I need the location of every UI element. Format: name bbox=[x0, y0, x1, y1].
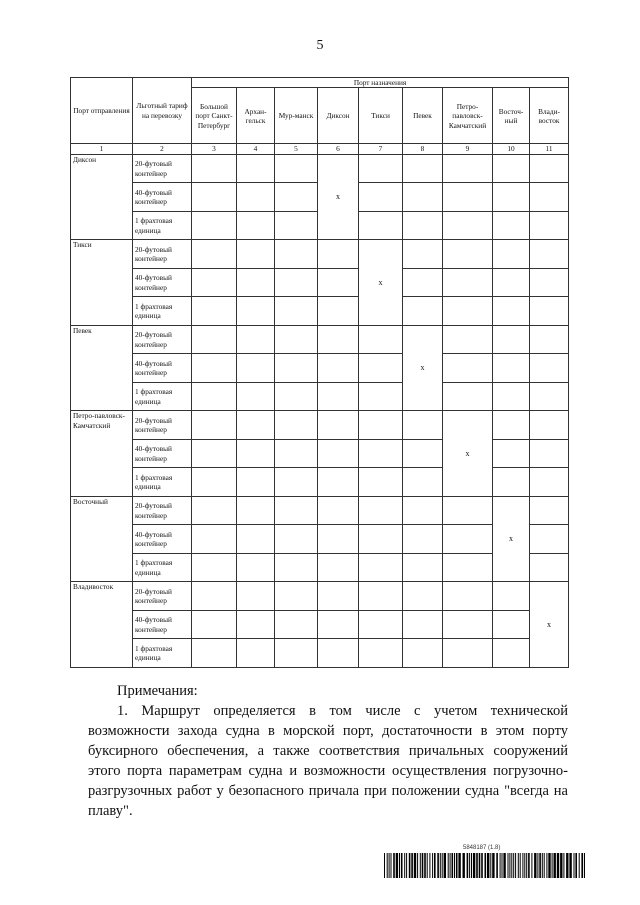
barcode-bar bbox=[566, 853, 568, 878]
empty-value-cell bbox=[530, 268, 569, 297]
barcode-bar bbox=[422, 853, 424, 878]
tariff-type-cell: 20-футовый контейнер bbox=[133, 240, 192, 269]
empty-value-cell bbox=[443, 382, 493, 411]
barcode-bar bbox=[420, 853, 421, 878]
empty-value-cell bbox=[318, 439, 359, 468]
barcode-bar bbox=[492, 853, 494, 878]
empty-value-cell bbox=[237, 183, 275, 212]
header-destination: Диксон bbox=[318, 88, 359, 144]
empty-value-cell bbox=[237, 553, 275, 582]
table-row bbox=[71, 610, 569, 639]
empty-value-cell bbox=[443, 496, 493, 525]
empty-value-cell bbox=[443, 582, 493, 611]
empty-value-cell bbox=[359, 325, 403, 354]
table-row bbox=[71, 240, 569, 269]
barcode-bar bbox=[432, 853, 433, 878]
tariff-type-cell: 1 фрахтовая единица bbox=[133, 382, 192, 411]
empty-value-cell bbox=[530, 325, 569, 354]
table-row bbox=[71, 582, 569, 611]
empty-value-cell bbox=[359, 411, 403, 440]
tariff-type-cell: 1 фрахтовая единица bbox=[133, 468, 192, 497]
empty-value-cell bbox=[318, 468, 359, 497]
empty-value-cell bbox=[493, 610, 530, 639]
barcode-bar bbox=[548, 853, 550, 878]
barcode-bar bbox=[584, 853, 585, 878]
barcode-bar bbox=[467, 853, 469, 878]
empty-value-cell bbox=[237, 297, 275, 326]
column-number: 10 bbox=[493, 144, 530, 154]
empty-value-cell bbox=[443, 610, 493, 639]
empty-value-cell bbox=[318, 639, 359, 668]
barcode-bar bbox=[448, 853, 449, 878]
barcode-bar bbox=[557, 853, 559, 878]
empty-value-cell bbox=[403, 183, 443, 212]
empty-value-cell bbox=[493, 240, 530, 269]
barcode-bar bbox=[534, 853, 536, 878]
barcode-bar bbox=[531, 853, 532, 878]
barcode-bar bbox=[511, 853, 512, 878]
barcode-bar bbox=[528, 853, 530, 878]
empty-value-cell bbox=[275, 553, 318, 582]
empty-value-cell bbox=[275, 496, 318, 525]
barcode-bar bbox=[417, 853, 418, 878]
table-row bbox=[71, 639, 569, 668]
table-row bbox=[71, 439, 569, 468]
barcode-bar bbox=[434, 853, 436, 878]
barcode-bar bbox=[399, 853, 400, 878]
note-item-1: 1. Маршрут определяется в том числе с учетом технической возможности захода судна в морской порт, достаточности в этом порту буксирного обеспечения, а также соответствия причальных сооружений этого порта параметрам судна и возможности осуществления погрузочно-разгрузочных работ у безопасного причала при положении судна "всегда на плаву". bbox=[88, 703, 568, 819]
barcode-bar bbox=[411, 853, 413, 878]
barcode-bar bbox=[575, 853, 577, 878]
empty-value-cell bbox=[275, 154, 318, 183]
empty-value-cell bbox=[318, 268, 359, 297]
barcode-bar bbox=[485, 853, 487, 878]
empty-value-cell bbox=[359, 525, 403, 554]
empty-value-cell bbox=[237, 468, 275, 497]
empty-value-cell bbox=[530, 496, 569, 525]
empty-value-cell bbox=[530, 382, 569, 411]
empty-value-cell bbox=[443, 211, 493, 240]
column-number: 8 bbox=[403, 144, 443, 154]
barcode-bar bbox=[463, 853, 465, 878]
empty-value-cell bbox=[403, 240, 443, 269]
header-departure-port: Порт отправления bbox=[71, 78, 133, 144]
barcode-bar bbox=[490, 853, 491, 878]
empty-value-cell bbox=[275, 268, 318, 297]
empty-value-cell bbox=[318, 610, 359, 639]
empty-value-cell bbox=[493, 211, 530, 240]
empty-value-cell bbox=[493, 354, 530, 383]
empty-value-cell bbox=[192, 183, 237, 212]
empty-value-cell bbox=[275, 240, 318, 269]
departure-port-cell: Певек bbox=[71, 325, 133, 411]
empty-value-cell bbox=[318, 496, 359, 525]
table-row bbox=[71, 468, 569, 497]
empty-value-cell bbox=[443, 525, 493, 554]
empty-value-cell bbox=[530, 240, 569, 269]
barcode-bar bbox=[515, 853, 516, 878]
empty-value-cell bbox=[359, 183, 403, 212]
barcode-bar bbox=[389, 853, 390, 878]
empty-value-cell bbox=[403, 439, 443, 468]
empty-value-cell bbox=[530, 354, 569, 383]
empty-value-cell bbox=[530, 468, 569, 497]
empty-value-cell bbox=[237, 610, 275, 639]
empty-value-cell bbox=[275, 468, 318, 497]
column-number: 2 bbox=[133, 144, 192, 154]
empty-value-cell bbox=[403, 268, 443, 297]
tariff-type-cell: 40-футовый контейнер bbox=[133, 268, 192, 297]
barcode-bar bbox=[479, 853, 481, 878]
barcode-bar bbox=[473, 853, 475, 878]
barcode-bar bbox=[396, 853, 398, 878]
empty-value-cell bbox=[530, 211, 569, 240]
barcode-bar bbox=[569, 853, 571, 878]
header-destination: Петро-павловск-Камчатский bbox=[443, 88, 493, 144]
empty-value-cell bbox=[237, 382, 275, 411]
empty-value-cell bbox=[403, 411, 443, 440]
barcode-bar bbox=[544, 853, 545, 878]
empty-value-cell bbox=[359, 154, 403, 183]
empty-value-cell bbox=[493, 439, 530, 468]
tariff-table bbox=[70, 77, 569, 668]
table-row bbox=[71, 354, 569, 383]
empty-value-cell bbox=[359, 610, 403, 639]
barcode-bar bbox=[563, 853, 564, 878]
barcode-bar bbox=[554, 853, 556, 878]
column-number: 1 bbox=[71, 144, 133, 154]
empty-value-cell bbox=[192, 297, 237, 326]
column-number: 5 bbox=[275, 144, 318, 154]
empty-value-cell bbox=[443, 240, 493, 269]
empty-value-cell bbox=[275, 382, 318, 411]
empty-value-cell bbox=[530, 297, 569, 326]
empty-value-cell bbox=[443, 268, 493, 297]
barcode-bar bbox=[520, 853, 521, 878]
barcode-bar bbox=[526, 853, 527, 878]
empty-value-cell bbox=[237, 325, 275, 354]
tariff-type-cell: 1 фрахтовая единица bbox=[133, 553, 192, 582]
empty-value-cell bbox=[493, 183, 530, 212]
empty-value-cell bbox=[275, 411, 318, 440]
empty-value-cell bbox=[318, 382, 359, 411]
not-applicable-mark: х bbox=[403, 325, 443, 411]
barcode-bar bbox=[509, 853, 510, 878]
barcode-bar bbox=[440, 853, 441, 878]
empty-value-cell bbox=[237, 439, 275, 468]
empty-value-cell bbox=[403, 639, 443, 668]
empty-value-cell bbox=[443, 325, 493, 354]
table-row bbox=[71, 154, 569, 183]
empty-value-cell bbox=[318, 325, 359, 354]
barcode-bar bbox=[513, 853, 514, 878]
tariff-type-cell: 40-футовый контейнер bbox=[133, 183, 192, 212]
barcode-bar bbox=[414, 853, 416, 878]
notes-heading: Примечания: bbox=[117, 683, 198, 699]
empty-value-cell bbox=[493, 639, 530, 668]
column-number: 3 bbox=[192, 144, 237, 154]
empty-value-cell bbox=[359, 639, 403, 668]
empty-value-cell bbox=[403, 525, 443, 554]
departure-port-cell: Диксон bbox=[71, 154, 133, 240]
empty-value-cell bbox=[530, 154, 569, 183]
barcode-bar bbox=[384, 853, 385, 878]
empty-value-cell bbox=[403, 211, 443, 240]
barcode-bar bbox=[442, 853, 443, 878]
barcode-bar bbox=[469, 853, 470, 878]
not-applicable-mark: х bbox=[493, 496, 530, 582]
barcode-bar bbox=[581, 853, 583, 878]
header-destination-port: Порт назначения bbox=[192, 78, 569, 88]
empty-value-cell bbox=[275, 610, 318, 639]
empty-value-cell bbox=[493, 268, 530, 297]
empty-value-cell bbox=[403, 154, 443, 183]
barcode-bar bbox=[456, 853, 458, 878]
header-destination: Большой порт Санкт-Петербург bbox=[192, 88, 237, 144]
column-number: 6 bbox=[318, 144, 359, 154]
empty-value-cell bbox=[237, 411, 275, 440]
empty-value-cell bbox=[237, 496, 275, 525]
barcode-bar bbox=[508, 853, 509, 878]
empty-value-cell bbox=[359, 354, 403, 383]
empty-value-cell bbox=[359, 468, 403, 497]
empty-value-cell bbox=[192, 211, 237, 240]
tariff-type-cell: 40-футовый контейнер bbox=[133, 354, 192, 383]
empty-value-cell bbox=[443, 639, 493, 668]
empty-value-cell bbox=[192, 382, 237, 411]
barcode-bar bbox=[429, 853, 430, 878]
tariff-type-cell: 20-футовый контейнер bbox=[133, 496, 192, 525]
tariff-type-cell: 1 фрахтовая единица bbox=[133, 211, 192, 240]
tariff-type-cell: 1 фрахтовая единица bbox=[133, 297, 192, 326]
empty-value-cell bbox=[443, 154, 493, 183]
tariff-type-cell: 40-футовый контейнер bbox=[133, 439, 192, 468]
departure-port-cell: Владивосток bbox=[71, 582, 133, 668]
empty-value-cell bbox=[359, 553, 403, 582]
empty-value-cell bbox=[237, 240, 275, 269]
empty-value-cell bbox=[192, 439, 237, 468]
empty-value-cell bbox=[318, 297, 359, 326]
empty-value-cell bbox=[493, 325, 530, 354]
table-row bbox=[71, 496, 569, 525]
departure-port-cell: Тикси bbox=[71, 240, 133, 326]
empty-value-cell bbox=[192, 468, 237, 497]
empty-value-cell bbox=[493, 468, 530, 497]
empty-value-cell bbox=[275, 297, 318, 326]
table-row bbox=[71, 382, 569, 411]
header-tariff: Льготный тариф на перевозку bbox=[133, 78, 192, 144]
empty-value-cell bbox=[275, 639, 318, 668]
empty-value-cell bbox=[192, 240, 237, 269]
not-applicable-mark: х bbox=[359, 240, 403, 326]
column-number: 9 bbox=[443, 144, 493, 154]
empty-value-cell bbox=[318, 582, 359, 611]
empty-value-cell bbox=[493, 297, 530, 326]
barcode-bar bbox=[574, 853, 575, 878]
table-row bbox=[71, 411, 569, 440]
tariff-type-cell: 40-футовый контейнер bbox=[133, 610, 192, 639]
empty-value-cell bbox=[530, 525, 569, 554]
table-row bbox=[71, 268, 569, 297]
barcode-bar bbox=[522, 853, 523, 878]
empty-value-cell bbox=[493, 154, 530, 183]
empty-value-cell bbox=[237, 268, 275, 297]
table-row bbox=[71, 297, 569, 326]
barcode-bar bbox=[552, 853, 553, 878]
barcode-bar bbox=[487, 853, 489, 878]
barcode-bar bbox=[546, 853, 547, 878]
empty-value-cell bbox=[192, 525, 237, 554]
empty-value-cell bbox=[318, 553, 359, 582]
barcode-bar bbox=[401, 853, 403, 878]
header-destination: Мур-манск bbox=[275, 88, 318, 144]
column-number: 7 bbox=[359, 144, 403, 154]
not-applicable-mark: х bbox=[318, 154, 359, 240]
barcode-bar bbox=[424, 853, 426, 878]
header-destination: Тикси bbox=[359, 88, 403, 144]
empty-value-cell bbox=[237, 154, 275, 183]
empty-value-cell bbox=[403, 468, 443, 497]
empty-value-cell bbox=[237, 211, 275, 240]
barcode-bar bbox=[481, 853, 483, 878]
barcode-bar bbox=[393, 853, 395, 878]
empty-value-cell bbox=[359, 211, 403, 240]
barcode-bar bbox=[560, 853, 562, 878]
empty-value-cell bbox=[443, 553, 493, 582]
barcode-bar bbox=[437, 853, 439, 878]
barcode-bar bbox=[503, 853, 505, 878]
empty-value-cell bbox=[359, 582, 403, 611]
departure-port-cell: Петро-павловск-Камчатский bbox=[71, 411, 133, 497]
empty-value-cell bbox=[443, 354, 493, 383]
empty-value-cell bbox=[192, 496, 237, 525]
barcode-bar bbox=[458, 853, 460, 878]
barcode-bar bbox=[539, 853, 541, 878]
empty-value-cell bbox=[318, 354, 359, 383]
empty-value-cell bbox=[275, 325, 318, 354]
tariff-type-cell: 1 фрахтовая единица bbox=[133, 639, 192, 668]
empty-value-cell bbox=[318, 240, 359, 269]
barcode-bar bbox=[579, 853, 580, 878]
barcode-bar bbox=[496, 853, 498, 878]
empty-value-cell bbox=[192, 325, 237, 354]
header-destination: Певек bbox=[403, 88, 443, 144]
header-destination: Восточ-ный bbox=[493, 88, 530, 144]
empty-value-cell bbox=[275, 183, 318, 212]
barcode-bar bbox=[427, 853, 428, 878]
empty-value-cell bbox=[359, 439, 403, 468]
barcode-bar bbox=[391, 853, 392, 878]
empty-value-cell bbox=[443, 297, 493, 326]
column-number: 4 bbox=[237, 144, 275, 154]
empty-value-cell bbox=[403, 553, 443, 582]
barcode-bar bbox=[524, 853, 525, 878]
empty-value-cell bbox=[403, 297, 443, 326]
empty-value-cell bbox=[237, 582, 275, 611]
barcode-bar bbox=[542, 853, 543, 878]
tariff-type-cell: 20-футовый контейнер bbox=[133, 411, 192, 440]
tariff-type-cell: 20-футовый контейнер bbox=[133, 154, 192, 183]
barcode-bar bbox=[452, 853, 454, 878]
empty-value-cell bbox=[275, 439, 318, 468]
empty-value-cell bbox=[192, 268, 237, 297]
empty-value-cell bbox=[275, 211, 318, 240]
not-applicable-mark: х bbox=[530, 582, 569, 668]
empty-value-cell bbox=[192, 154, 237, 183]
empty-value-cell bbox=[530, 183, 569, 212]
empty-value-cell bbox=[493, 582, 530, 611]
document-id: 5848187 (1.8) bbox=[463, 845, 501, 851]
column-number: 11 bbox=[530, 144, 569, 154]
barcode-bar bbox=[404, 853, 405, 878]
empty-value-cell bbox=[192, 639, 237, 668]
empty-value-cell bbox=[237, 525, 275, 554]
tariff-type-cell: 20-футовый контейнер bbox=[133, 325, 192, 354]
barcode-bar bbox=[409, 853, 411, 878]
empty-value-cell bbox=[237, 354, 275, 383]
empty-value-cell bbox=[530, 439, 569, 468]
empty-value-cell bbox=[403, 610, 443, 639]
empty-value-cell bbox=[403, 582, 443, 611]
empty-value-cell bbox=[192, 354, 237, 383]
empty-value-cell bbox=[359, 496, 403, 525]
barcode-bar bbox=[444, 853, 446, 878]
tariff-type-cell: 40-футовый контейнер bbox=[133, 525, 192, 554]
empty-value-cell bbox=[192, 411, 237, 440]
barcode-bar bbox=[450, 853, 451, 878]
departure-port-cell: Восточный bbox=[71, 496, 133, 582]
page-number: 5 bbox=[316, 38, 324, 53]
barcode-bar bbox=[406, 853, 407, 878]
empty-value-cell bbox=[443, 183, 493, 212]
empty-value-cell bbox=[493, 411, 530, 440]
empty-value-cell bbox=[530, 411, 569, 440]
empty-value-cell bbox=[403, 496, 443, 525]
empty-value-cell bbox=[192, 582, 237, 611]
empty-value-cell bbox=[237, 639, 275, 668]
barcode-bar bbox=[387, 853, 388, 878]
notes-section bbox=[88, 681, 568, 821]
barcode-bar bbox=[476, 853, 478, 878]
table-row bbox=[71, 325, 569, 354]
barcode-bar bbox=[454, 853, 455, 878]
barcode-bar bbox=[500, 853, 501, 878]
empty-value-cell bbox=[192, 610, 237, 639]
header-destination: Архан-гельск bbox=[237, 88, 275, 144]
empty-value-cell bbox=[530, 553, 569, 582]
barcode-bar bbox=[471, 853, 472, 878]
barcode bbox=[384, 853, 585, 878]
empty-value-cell bbox=[275, 525, 318, 554]
empty-value-cell bbox=[493, 382, 530, 411]
tariff-type-cell: 20-футовый контейнер bbox=[133, 582, 192, 611]
barcode-bar bbox=[537, 853, 538, 878]
barcode-bar bbox=[518, 853, 519, 878]
empty-value-cell bbox=[275, 582, 318, 611]
empty-value-cell bbox=[318, 525, 359, 554]
not-applicable-mark: х bbox=[443, 411, 493, 497]
header-destination: Влади-восток bbox=[530, 88, 569, 144]
barcode-bar bbox=[502, 853, 503, 878]
empty-value-cell bbox=[359, 382, 403, 411]
empty-value-cell bbox=[192, 553, 237, 582]
empty-value-cell bbox=[318, 411, 359, 440]
empty-value-cell bbox=[275, 354, 318, 383]
